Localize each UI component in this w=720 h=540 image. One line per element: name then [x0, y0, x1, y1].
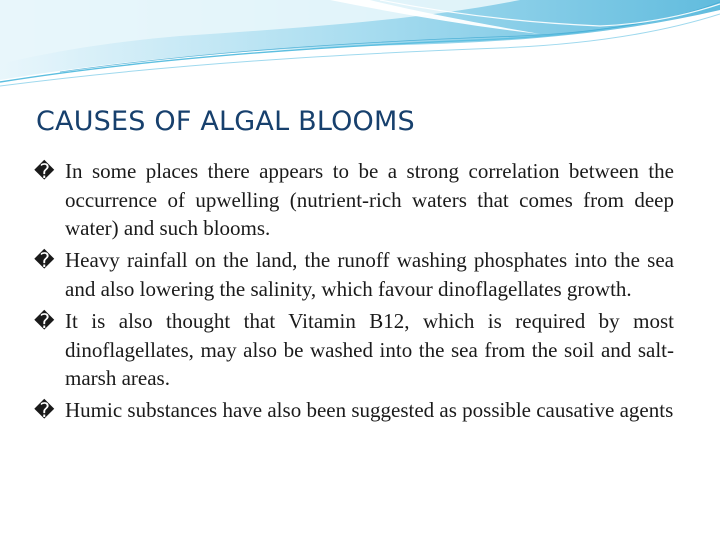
wave-decoration — [0, 0, 720, 90]
bullet-icon: � — [34, 308, 55, 333]
bullet-text: Humic substances have also been suggested as possible causative agents — [65, 398, 674, 423]
bullet-text: It is also thought that Vitamin B12, which is required by most dinoflagellates, may also be washed into the sea from the soil and salt-marsh areas. — [65, 308, 674, 391]
bullet-item — [34, 396, 674, 425]
bullet-text: In some places there appears to be a strong correlation between the occurrence of upwelling (nutrient-rich waters that comes from deep water) and such blooms. — [65, 159, 674, 241]
bullet-icon: � — [34, 159, 55, 183]
bullet-text: Heavy rainfall on the land, the runoff washing phosphates into the sea and also lowering the salinity, which favour dinoflagellates growth. — [65, 248, 674, 301]
bullet-item — [34, 157, 674, 243]
bullet-icon: � — [34, 248, 55, 273]
bullet-list — [34, 157, 674, 428]
bullet-icon: � — [34, 398, 55, 423]
bullet-item — [34, 307, 674, 393]
bullet-item — [34, 246, 674, 303]
slide-title: CAUSES OF ALGAL BLOOMS — [36, 106, 415, 137]
